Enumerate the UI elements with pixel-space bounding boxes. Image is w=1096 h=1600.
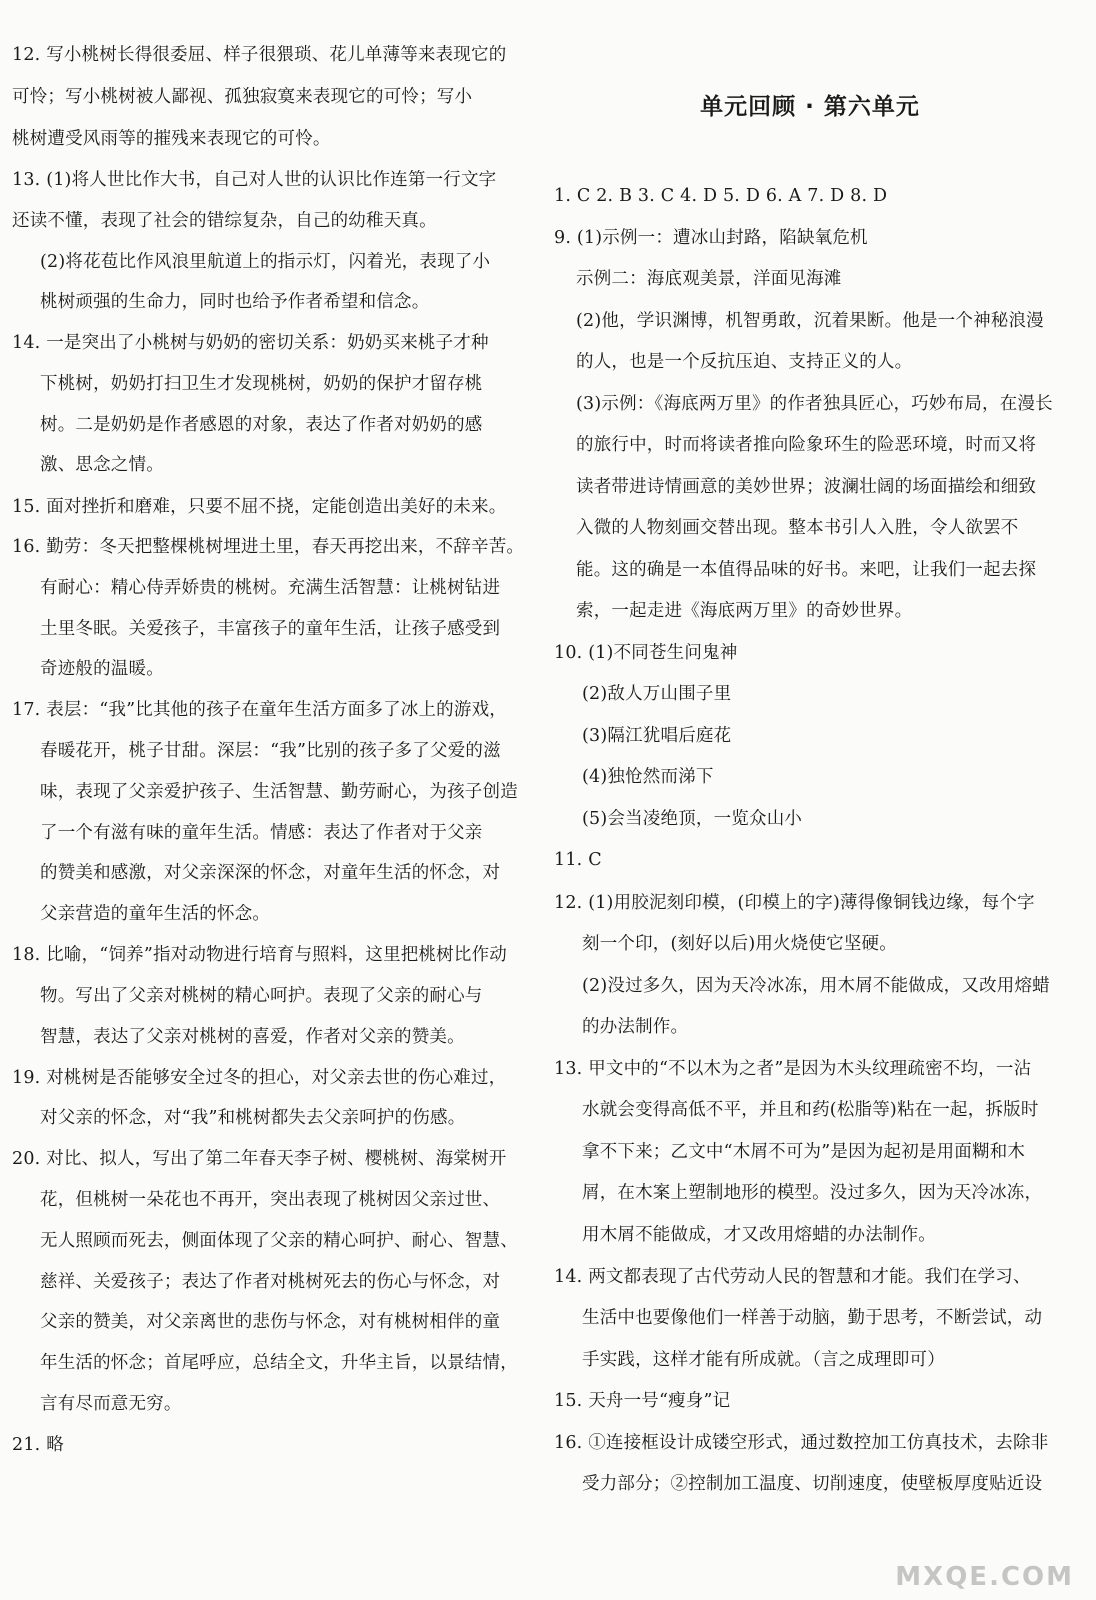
text-line: 屑，在木案上塑制地形的模型。没过多久，因为天冷冰冻，: [582, 1183, 1043, 1203]
text-line: 无人照顾而死去，侧面体现了父亲的精心呵护、耐心、智慧、: [40, 1231, 518, 1251]
text-line: 下桃树，奶奶打扫卫生才发现桃树，奶奶的保护才留存桃: [40, 374, 483, 394]
text-line: 入微的人物刻画交替出现。整本书引人入胜，令人欲罢不: [576, 518, 1019, 538]
text-line: 激、思念之情。: [40, 455, 164, 475]
text-line: 的赞美和感激，对父亲深深的怀念，对童年生活的怀念，对: [40, 863, 501, 883]
text-line: 19. 对桃树是否能够安全过冬的担心，对父亲去世的伤心难过，: [12, 1068, 507, 1088]
text-line: 手实践，这样才能有所成就。（言之成理即可）: [582, 1350, 945, 1370]
text-line: 刻一个印，(刻好以后)用火烧使它坚硬。: [582, 934, 897, 954]
text-line: 能。这的确是一本值得品味的好书。来吧，让我们一起去探: [576, 560, 1037, 580]
text-line: (2)没过多久，因为天冷冰冻，用木屑不能做成，又改用熔蜡: [582, 976, 1050, 996]
text-line: 春暖花开，桃子甘甜。深层：“我”比别的孩子多了父爱的滋: [40, 741, 501, 761]
text-line: 物。写出了父亲对桃树的精心呵护。表现了父亲的耐心与: [40, 986, 483, 1006]
text-line: 的人，也是一个反抗压迫、支持正义的人。: [576, 352, 913, 372]
text-line: 桃树顽强的生命力，同时也给予作者希望和信念。: [40, 292, 430, 312]
text-line: 树。二是奶奶是作者感恩的对象，表达了作者对奶奶的感: [40, 415, 483, 435]
text-line: 12. (1)用胶泥刻印模，(印模上的字)薄得像铜钱边缘，每个字: [554, 893, 1035, 913]
text-line: 年生活的怀念；首尾呼应，总结全文，升华主旨，以景结情，: [40, 1353, 518, 1373]
text-line: (2)将花苞比作风浪里航道上的指示灯，闪着光，表现了小: [40, 252, 491, 272]
text-line: 读者带进诗情画意的美妙世界；波澜壮阔的场面描绘和细致: [576, 477, 1037, 497]
text-line: 示例二：海底观美景，洋面见海滩: [576, 269, 842, 289]
text-line: 桃树遭受风雨等的摧残来表现它的可怜。: [12, 129, 331, 149]
text-line: 可怜；写小桃树被人鄙视、孤独寂寞来表现它的可怜；写小: [12, 87, 473, 107]
text-line: 15. 面对挫折和磨难，只要不屈不挠，定能创造出美好的未来。: [12, 497, 507, 517]
text-line: 还读不懂，表现了社会的错综复杂，自己的幼稚天真。: [12, 211, 437, 231]
text-line: 14. 两文都表现了古代劳动人民的智慧和才能。我们在学习、: [554, 1267, 1031, 1287]
text-line: 17. 表层：“我”比其他的孩子在童年生活方面多了冰上的游戏，: [12, 700, 507, 720]
text-line: 味，表现了父亲爱护孩子、生活智慧、勤劳耐心，为孩子创造: [40, 782, 518, 802]
text-line: 水就会变得高低不平，并且和药(松脂等)粘在一起，拆版时: [582, 1100, 1039, 1120]
text-line: (5)会当凌绝顶，一览众山小: [582, 809, 803, 829]
text-line: 的旅行中，时而将读者推向险象环生的险恶环境，时而又将: [576, 435, 1037, 455]
text-line: 父亲营造的童年生活的怀念。: [40, 904, 271, 924]
text-line: 土里冬眠。关爱孩子，丰富孩子的童年生活，让孩子感受到: [40, 619, 501, 639]
text-line: 13. (1)将人世比作大书，自己对人世的认识比作连第一行文字: [12, 170, 497, 190]
text-line: 对父亲的怀念，对“我”和桃树都失去父亲呵护的伤感。: [40, 1108, 466, 1128]
text-line: 的办法制作。: [582, 1017, 689, 1037]
text-line: 父亲的赞美，对父亲离世的悲伤与怀念，对有桃树相伴的童: [40, 1312, 501, 1332]
text-line: 拿不下来；乙文中“木屑不可为”是因为起初是用面糊和木: [582, 1142, 1026, 1162]
text-line: 16. ①连接框设计成镂空形式，通过数控加工仿真技术，去除非: [554, 1433, 1049, 1453]
text-line: 花，但桃树一朵花也不再开，突出表现了桃树因父亲过世、: [40, 1190, 501, 1210]
text-line: 9. (1)示例一：遭冰山封路，陷缺氧危机: [554, 228, 868, 248]
text-line: 16. 勤劳：冬天把整棵桃树埋进土里，春天再挖出来，不辞辛苦。: [12, 537, 525, 557]
text-line: 20. 对比、拟人，写出了第二年春天李子树、樱桃树、海棠树开: [12, 1149, 507, 1169]
text-line: 15. 天舟一号“瘦身”记: [554, 1391, 731, 1411]
site-watermark: MXQE.COM: [895, 1562, 1074, 1592]
text-line: 11. C: [554, 850, 602, 870]
text-line: 用木屑不能做成，才又改用熔蜡的办法制作。: [582, 1225, 936, 1245]
text-line: (2)他，学识渊博，机智勇敢，沉着果断。他是一个神秘浪漫: [576, 311, 1044, 331]
text-line: (3)隔江犹唱后庭花: [582, 726, 732, 746]
text-line: 13. 甲文中的“不以木为之者”是因为木头纹理疏密不均，一沾: [554, 1059, 1032, 1079]
text-line: 10. (1)不同苍生问鬼神: [554, 643, 738, 663]
text-line: 言有尽而意无穷。: [40, 1394, 182, 1414]
text-line: 生活中也要像他们一样善于动脑，勤于思考，不断尝试，动: [582, 1308, 1043, 1328]
text-line: 14. 一是突出了小桃树与奶奶的密切关系：奶奶买来桃子才种: [12, 333, 489, 353]
text-line: 奇迹般的温暖。: [40, 659, 164, 679]
text-line: 索，一起走进《海底两万里》的奇妙世界。: [576, 601, 913, 621]
section-heading: 单元回顾 · 第六单元: [700, 94, 920, 120]
text-line: 1. C 2. B 3. C 4. D 5. D 6. A 7. D 8. D: [554, 186, 888, 206]
text-line: 智慧，表达了父亲对桃树的喜爱，作者对父亲的赞美。: [40, 1027, 465, 1047]
text-line: 有耐心：精心侍弄娇贵的桃树。充满生活智慧：让桃树钻进: [40, 578, 501, 598]
text-line: 12. 写小桃树长得很委屈、样子很猥琐、花儿单薄等来表现它的: [12, 45, 507, 65]
text-line: 了一个有滋有味的童年生活。情感：表达了作者对于父亲: [40, 823, 483, 843]
text-line: (3)示例：《海底两万里》的作者独具匠心，巧妙布局，在漫长: [576, 394, 1053, 414]
text-line: 18. 比喻，“饲养”指对动物进行培育与照料，这里把桃树比作动: [12, 945, 507, 965]
text-line: 21. 略: [12, 1435, 64, 1455]
text-line: 慈祥、关爱孩子；表达了作者对桃树死去的伤心与怀念，对: [40, 1272, 501, 1292]
text-line: (4)独怆然而涕下: [582, 767, 714, 787]
text-line: (2)敌人万山围子里: [582, 684, 732, 704]
text-line: 受力部分；②控制加工温度、切削速度，使壁板厚度贴近设: [582, 1474, 1043, 1494]
